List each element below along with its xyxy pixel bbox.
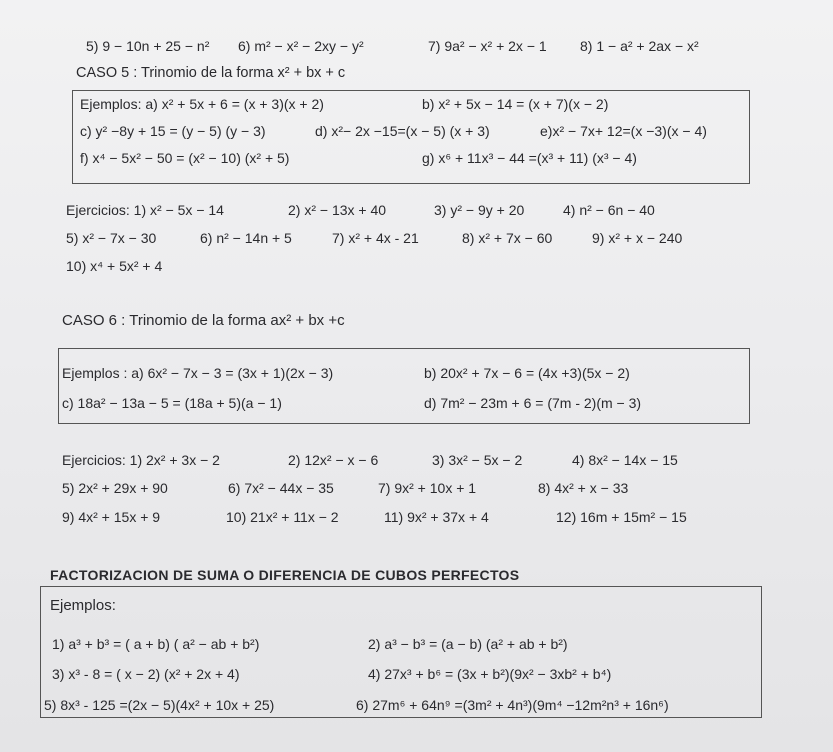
caso6-example-a: Ejemplos : a) 6x² − 7x − 3 = (3x + 1)(2x − 3) xyxy=(62,365,334,381)
caso6-example-c: c) 18a² − 13a − 5 = (18a + 5)(a − 1) xyxy=(62,395,282,411)
caso6-exercise-5: 5) 2x² + 29x + 90 xyxy=(62,480,168,496)
caso6-exercise-11: 11) 9x² + 37x + 4 xyxy=(384,509,489,525)
cubos-example-3: 3) x³ - 8 = ( x − 2) (x² + 2x + 4) xyxy=(52,666,240,682)
caso6-exercise-10: 10) 21x² + 11x − 2 xyxy=(226,509,339,525)
caso6-exercise-7: 7) 9x² + 10x + 1 xyxy=(378,480,477,496)
caso5-exercise-10: 10) x⁴ + 5x² + 4 xyxy=(66,258,163,274)
caso6-exercise-3: 3) 3x² − 5x − 2 xyxy=(432,452,523,468)
caso5-title: CASO 5 : Trinomio de la forma x² + bx + c xyxy=(76,65,346,81)
cubos-example-6: 6) 27m⁶ + 64n⁹ =(3m² + 4n³)(9m⁴ −12m²n³ + 16n⁶) xyxy=(356,697,669,713)
caso6-exercise-8: 8) 4x² + x − 33 xyxy=(538,480,629,496)
caso5-exercise-6: 6) n² − 14n + 5 xyxy=(200,230,292,246)
caso5-exercise-9: 9) x² + x − 240 xyxy=(592,230,683,246)
top-exercise-7: 7) 9a² − x² + 2x − 1 xyxy=(428,38,547,54)
caso5-exercise-5: 5) x² − 7x − 30 xyxy=(66,230,157,246)
cubos-example-5: 5) 8x³ - 125 =(2x − 5)(4x² + 10x + 25) xyxy=(44,697,275,713)
caso6-examples-box xyxy=(58,348,750,424)
caso6-exercise-12: 12) 16m + 15m² − 15 xyxy=(556,509,687,525)
caso5-example-d: d) x²− 2x −15=(x − 5) (x + 3) xyxy=(315,123,490,139)
caso5-exercise-2: 2) x² − 13x + 40 xyxy=(288,202,387,218)
caso5-example-a: Ejemplos: a) x² + 5x + 6 = (x + 3)(x + 2) xyxy=(80,96,324,112)
caso5-example-c: c) y² −8y + 15 = (y − 5) (y − 3) xyxy=(80,123,266,139)
cubos-example-4: 4) 27x³ + b⁶ = (3x + b²)(9x² − 3xb² + b⁴) xyxy=(368,666,612,682)
top-exercise-8: 8) 1 − a² + 2ax − x² xyxy=(580,38,699,54)
caso5-example-g: g) x⁶ + 11x³ − 44 =(x³ + 11) (x³ − 4) xyxy=(422,150,637,166)
caso6-exercise-1: Ejercicios: 1) 2x² + 3x − 2 xyxy=(62,452,220,468)
caso5-example-f: f) x⁴ − 5x² − 50 = (x² − 10) (x² + 5) xyxy=(80,150,290,166)
cubos-example-2: 2) a³ − b³ = (a − b) (a² + ab + b²) xyxy=(368,636,568,652)
top-exercise-6: 6) m² − x² − 2xy − y² xyxy=(238,38,364,54)
caso6-example-d: d) 7m² − 23m + 6 = (7m - 2)(m − 3) xyxy=(424,395,642,411)
caso6-title: CASO 6 : Trinomio de la forma ax² + bx +c xyxy=(62,312,345,329)
cubos-title: FACTORIZACION DE SUMA O DIFERENCIA DE CUBOS PERFECTOS xyxy=(50,567,520,583)
caso6-exercise-6: 6) 7x² − 44x − 35 xyxy=(228,480,334,496)
caso5-exercise-3: 3) y² − 9y + 20 xyxy=(434,202,525,218)
caso5-exercise-1: Ejercicios: 1) x² − 5x − 14 xyxy=(66,202,224,218)
top-exercise-5: 5) 9 − 10n + 25 − n² xyxy=(86,38,210,54)
caso5-exercise-7: 7) x² + 4x - 21 xyxy=(332,230,419,246)
caso5-example-b: b) x² + 5x − 14 = (x + 7)(x − 2) xyxy=(422,96,609,112)
cubos-examples-label: Ejemplos: xyxy=(50,597,116,614)
cubos-example-1: 1) a³ + b³ = ( a + b) ( a² − ab + b²) xyxy=(52,636,260,652)
caso5-example-e: e)x² − 7x+ 12=(x −3)(x − 4) xyxy=(540,123,707,139)
caso6-example-b: b) 20x² + 7x − 6 = (4x +3)(5x − 2) xyxy=(424,365,630,381)
caso6-exercise-4: 4) 8x² − 14x − 15 xyxy=(572,452,678,468)
caso5-exercise-4: 4) n² − 6n − 40 xyxy=(563,202,655,218)
caso5-exercise-8: 8) x² + 7x − 60 xyxy=(462,230,553,246)
caso6-exercise-2: 2) 12x² − x − 6 xyxy=(288,452,379,468)
caso6-exercise-9: 9) 4x² + 15x + 9 xyxy=(62,509,161,525)
